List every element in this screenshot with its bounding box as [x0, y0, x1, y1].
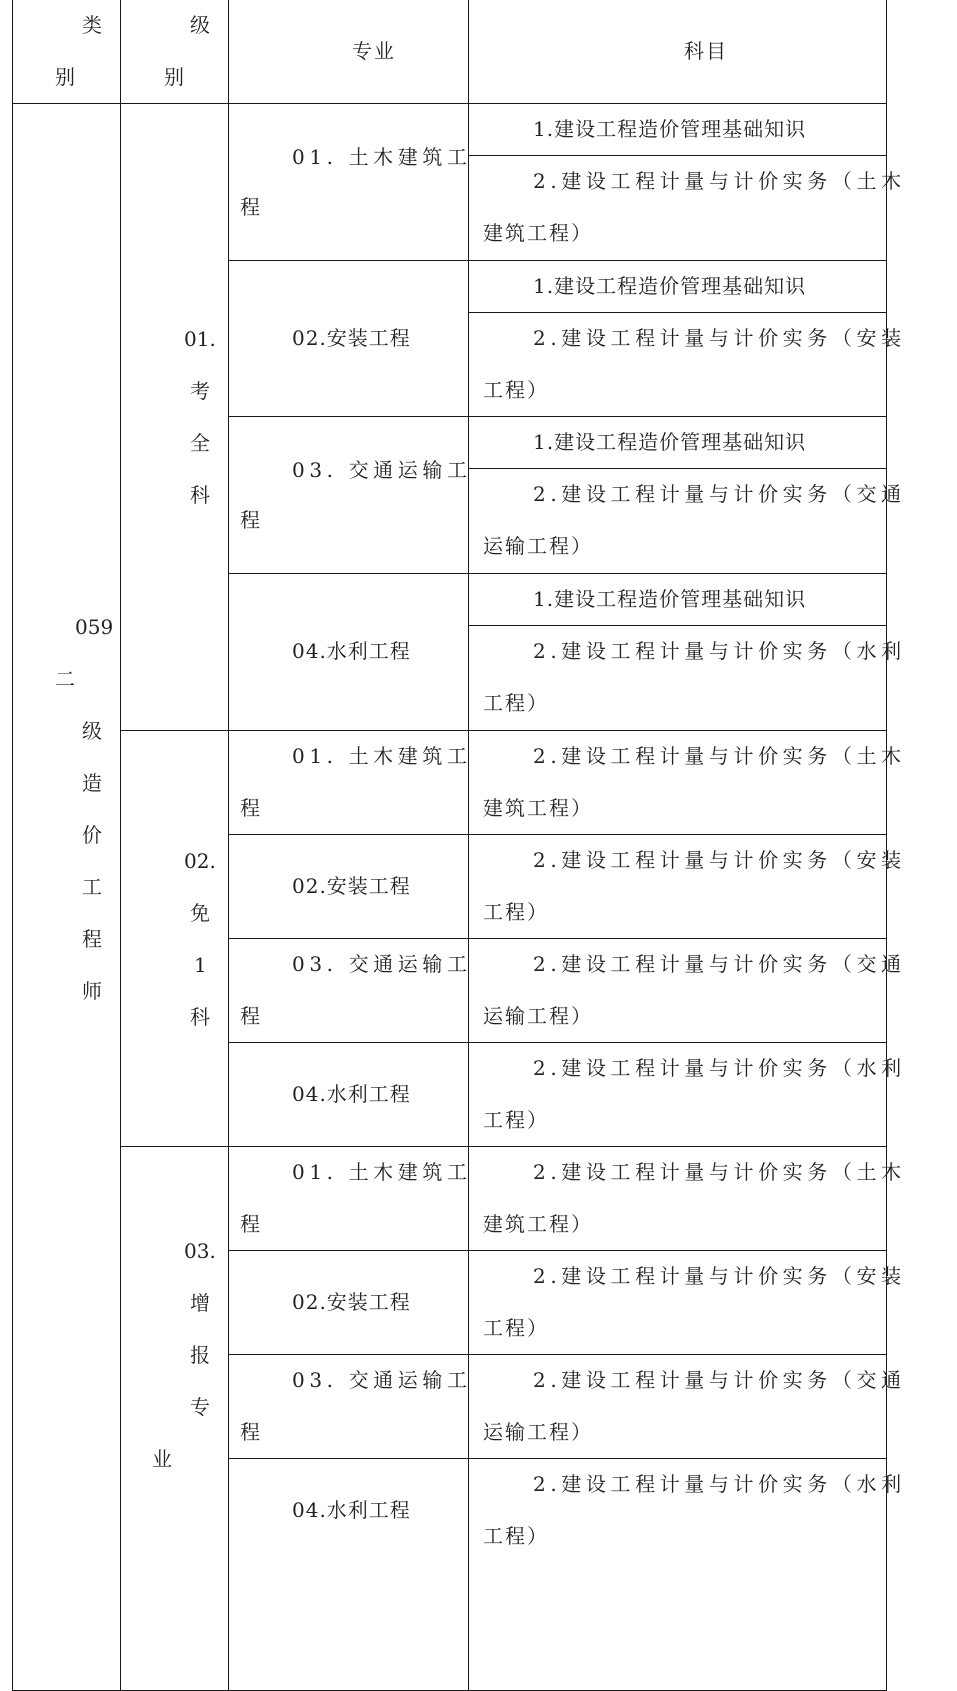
level-code: 02.	[184, 849, 216, 873]
subject-border	[468, 312, 887, 313]
category-char: 二	[55, 667, 77, 691]
category-char: 价	[82, 823, 104, 847]
subject-2: 2.建设工程计量与计价实务（土木	[533, 169, 906, 193]
subject-2: 运输工程）	[483, 1420, 593, 1444]
header-level-bottom: 别	[164, 65, 186, 89]
header-category-top: 类	[82, 13, 104, 37]
subject-2: 工程）	[483, 1524, 549, 1548]
level-code: 01.	[184, 327, 216, 351]
subject-2: 运输工程）	[483, 1004, 593, 1028]
category-code: 059	[75, 615, 114, 639]
level-code: 03.	[184, 1239, 216, 1263]
subject-2: 2.建设工程计量与计价实务（水利	[533, 1056, 906, 1080]
subject-2: 2.建设工程计量与计价实务（交通	[533, 482, 906, 506]
header-bottom-border	[12, 103, 887, 104]
major-border	[228, 834, 887, 835]
major-border	[228, 1250, 887, 1251]
subject-2: 工程）	[483, 378, 549, 402]
major-name: 02.安装工程	[292, 326, 411, 350]
subject-1: 1.建设工程造价管理基础知识	[533, 430, 807, 454]
level-char: 报	[190, 1343, 212, 1367]
subject-1: 1.建设工程造价管理基础知识	[533, 274, 807, 298]
col-border-category	[120, 0, 121, 1691]
major-border	[228, 416, 887, 417]
level-char: 1	[194, 953, 209, 977]
subject-1: 1.建设工程造价管理基础知识	[533, 587, 807, 611]
subject-border	[468, 625, 887, 626]
major-border	[228, 1042, 887, 1043]
header-major: 专业	[352, 39, 396, 63]
subject-2: 工程）	[483, 1316, 549, 1340]
major-name: 程	[240, 1004, 262, 1028]
level-char: 考	[190, 379, 212, 403]
subject-2: 2.建设工程计量与计价实务（安装	[533, 326, 906, 350]
subject-2: 2.建设工程计量与计价实务（水利	[533, 1472, 906, 1496]
subject-2: 建筑工程）	[483, 221, 593, 245]
subject-border	[468, 468, 887, 469]
subject-2: 2.建设工程计量与计价实务（交通	[533, 1368, 906, 1392]
major-name: 程	[240, 1212, 262, 1236]
major-name: 04.水利工程	[292, 1498, 411, 1522]
major-name: 01. 土木建筑工	[292, 744, 472, 768]
level-char: 科	[190, 483, 212, 507]
major-name: 04.水利工程	[292, 1082, 411, 1106]
subject-2: 工程）	[483, 900, 549, 924]
level-char: 业	[152, 1447, 174, 1471]
subject-2: 2.建设工程计量与计价实务（安装	[533, 848, 906, 872]
major-border	[228, 260, 887, 261]
major-name: 02.安装工程	[292, 874, 411, 898]
subject-1: 1.建设工程造价管理基础知识	[533, 117, 807, 141]
major-name: 02.安装工程	[292, 1290, 411, 1314]
subject-2: 建筑工程）	[483, 796, 593, 820]
level-border-2	[120, 1146, 887, 1147]
major-name: 程	[240, 796, 262, 820]
major-name: 03. 交通运输工	[292, 458, 472, 482]
col-border-right	[886, 0, 887, 1691]
col-border-left	[12, 0, 13, 1691]
subject-2: 2.建设工程计量与计价实务（安装	[533, 1264, 906, 1288]
subject-2: 2.建设工程计量与计价实务（土木	[533, 744, 906, 768]
category-char: 级	[82, 719, 104, 743]
col-border-major	[468, 0, 469, 1691]
major-name: 03. 交通运输工	[292, 952, 472, 976]
col-border-level	[228, 0, 229, 1691]
major-name: 程	[240, 1420, 262, 1444]
subject-2: 工程）	[483, 691, 549, 715]
level-char: 免	[190, 901, 212, 925]
major-name: 04.水利工程	[292, 639, 411, 663]
header-category-bottom: 别	[55, 65, 77, 89]
major-name: 03. 交通运输工	[292, 1368, 472, 1392]
major-border	[228, 1458, 887, 1459]
category-char: 工	[82, 875, 104, 899]
level-char: 增	[190, 1291, 212, 1315]
subject-2: 2.建设工程计量与计价实务（交通	[533, 952, 906, 976]
level-char: 专	[190, 1395, 212, 1419]
header-level-top: 级	[190, 13, 212, 37]
major-name: 01. 土木建筑工	[292, 145, 472, 169]
major-name: 程	[240, 195, 262, 219]
header-subject: 科目	[684, 39, 728, 63]
major-name: 程	[240, 508, 262, 532]
category-char: 师	[82, 979, 104, 1003]
major-border	[228, 573, 887, 574]
subject-2: 建筑工程）	[483, 1212, 593, 1236]
major-border	[228, 938, 887, 939]
level-border-1	[120, 730, 887, 731]
major-border	[228, 1354, 887, 1355]
subject-2: 运输工程）	[483, 534, 593, 558]
level-char: 科	[190, 1005, 212, 1029]
subject-2: 2.建设工程计量与计价实务（水利	[533, 639, 906, 663]
category-char: 程	[82, 927, 104, 951]
subject-2: 2.建设工程计量与计价实务（土木	[533, 1160, 906, 1184]
category-char: 造	[82, 771, 104, 795]
level-char: 全	[190, 431, 212, 455]
subject-2: 工程）	[483, 1108, 549, 1132]
major-name: 01. 土木建筑工	[292, 1160, 472, 1184]
subject-border	[468, 155, 887, 156]
